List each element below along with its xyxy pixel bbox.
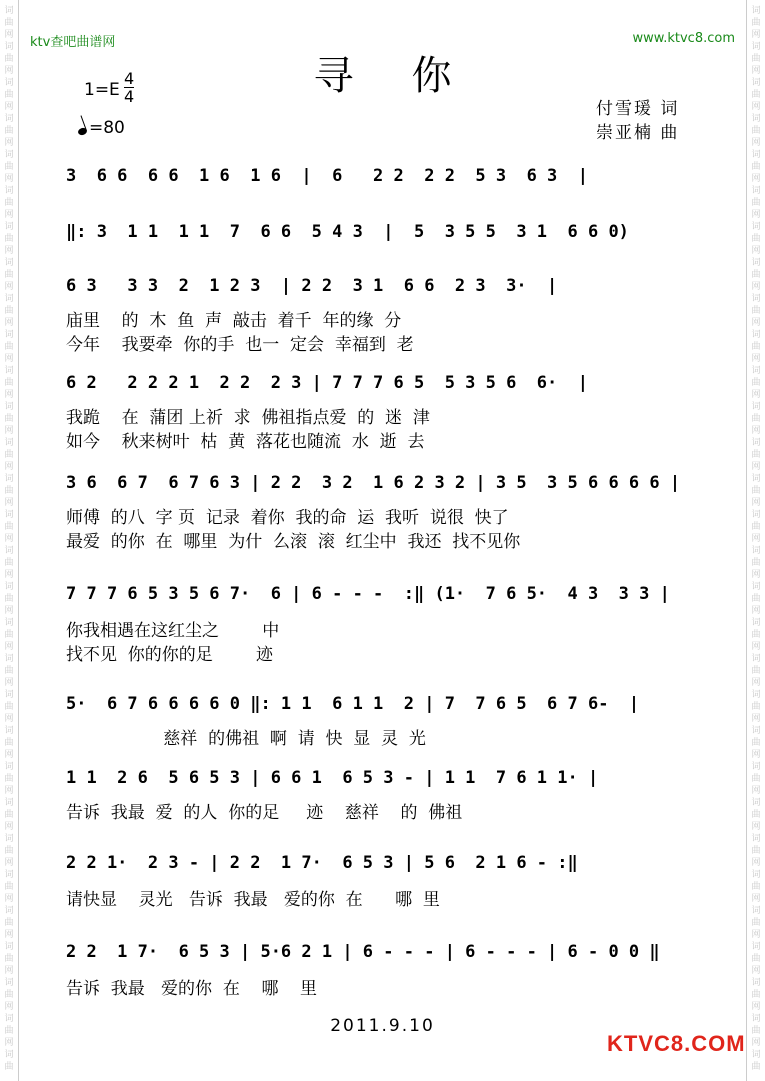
watermark-glyph: 曲 [751, 846, 761, 856]
watermark-glyph: 曲 [4, 594, 14, 604]
watermark-glyph: 网 [751, 282, 761, 292]
watermark-glyph: 词 [751, 1014, 761, 1024]
watermark-glyph: 网 [751, 894, 761, 904]
watermark-glyph: 词 [751, 906, 761, 916]
watermark-glyph: 词 [4, 870, 14, 880]
watermark-glyph: 词 [4, 222, 14, 232]
right-watermark-strip [746, 0, 765, 1081]
site-url: www.ktvc8.com [632, 31, 735, 46]
notation: 6 3 3 3 2 1 2 3 | 2 2 3 1 6 6 2 3 3· | [66, 276, 558, 296]
watermark-glyph: 词 [751, 546, 761, 556]
watermark-glyph: 词 [4, 114, 14, 124]
watermark-glyph: 词 [751, 690, 761, 700]
watermark-glyph: 网 [4, 30, 14, 40]
watermark-glyph: 网 [4, 462, 14, 472]
watermark-glyph: 词 [751, 834, 761, 844]
left-watermark-strip [0, 0, 19, 1081]
lyric-verse-2: 如今 秋来树叶 枯 黄 落花也随流 水 逝 去 [66, 432, 425, 452]
watermark-glyph: 网 [4, 390, 14, 400]
watermark-glyph: 网 [4, 966, 14, 976]
watermark-glyph: 网 [751, 30, 761, 40]
watermark-glyph: 网 [4, 66, 14, 76]
watermark-glyph: 网 [751, 246, 761, 256]
watermark-glyph: 词 [4, 762, 14, 772]
notation: 3 6 6 7 6 7 6 3 | 2 2 3 2 1 6 2 3 2 | 3 5 3 5 6 6 6 6 | [66, 473, 681, 493]
watermark-glyph: 曲 [4, 918, 14, 928]
watermark-glyph: 曲 [4, 162, 14, 172]
watermark-glyph: 网 [751, 210, 761, 220]
watermark-glyph: 曲 [4, 774, 14, 784]
lyric-verse-1: 告诉 我最 爱 的人 你的足 迹 慈祥 的 佛祖 [66, 803, 463, 823]
watermark-glyph: 网 [4, 930, 14, 940]
watermark-glyph: 网 [751, 318, 761, 328]
watermark-glyph: 词 [4, 618, 14, 628]
watermark-glyph: 词 [751, 330, 761, 340]
watermark-glyph: 曲 [4, 54, 14, 64]
watermark-glyph: 网 [751, 1002, 761, 1012]
watermark-glyph: 词 [751, 222, 761, 232]
watermark-glyph: 曲 [751, 594, 761, 604]
watermark-glyph: 词 [4, 42, 14, 52]
watermark-glyph: 曲 [4, 486, 14, 496]
notation: 2 2 1· 2 3 - | 2 2 1 7· 6 5 3 | 5 6 2 1 6 - :‖ [66, 853, 578, 873]
watermark-glyph: 词 [751, 510, 761, 520]
watermark-glyph: 网 [751, 174, 761, 184]
watermark-glyph: 词 [751, 870, 761, 880]
watermark-glyph: 曲 [4, 738, 14, 748]
watermark-glyph: 网 [4, 894, 14, 904]
watermark-glyph: 词 [4, 438, 14, 448]
watermark-glyph: 词 [4, 150, 14, 160]
notation: 1 1 2 6 5 6 5 3 | 6 6 1 6 5 3 - | 1 1 7 6 1 1· | [66, 768, 599, 788]
watermark-glyph: 网 [4, 318, 14, 328]
watermark-glyph: 网 [4, 642, 14, 652]
watermark-glyph: 曲 [751, 198, 761, 208]
watermark-glyph: 曲 [4, 342, 14, 352]
watermark-glyph: 词 [4, 654, 14, 664]
lyric-verse-1: 告诉 我最 爱的你 在 哪 里 [66, 979, 318, 999]
watermark-glyph: 网 [751, 822, 761, 832]
watermark-glyph: 网 [4, 678, 14, 688]
watermark-glyph: 词 [4, 978, 14, 988]
watermark-glyph: 词 [4, 906, 14, 916]
watermark-glyph: 网 [4, 354, 14, 364]
lyric-verse-1: 庙里 的 木 鱼 声 敲击 着千 年的缘 分 [66, 311, 402, 331]
watermark-glyph: 词 [4, 294, 14, 304]
watermark-glyph: 词 [751, 798, 761, 808]
watermark-glyph: 词 [751, 294, 761, 304]
watermark-glyph: 网 [4, 426, 14, 436]
song-title: 寻你 [313, 53, 510, 99]
watermark-glyph: 曲 [751, 378, 761, 388]
lyricist-credit: 付雪瑗 词 [596, 99, 680, 119]
watermark-glyph: 网 [4, 498, 14, 508]
watermark-glyph: 网 [4, 534, 14, 544]
time-signature: 4 4 [124, 69, 135, 106]
brand-logo: KTVC8.COM [607, 1031, 746, 1056]
watermark-glyph: 词 [4, 366, 14, 376]
watermark-glyph: 网 [4, 282, 14, 292]
composer-credit: 崇亚楠 曲 [596, 123, 680, 143]
watermark-glyph: 网 [751, 354, 761, 364]
watermark-glyph: 网 [4, 750, 14, 760]
score-date: 2011.9.10 [330, 1016, 435, 1036]
watermark-glyph: 网 [751, 714, 761, 724]
watermark-glyph: 曲 [4, 198, 14, 208]
watermark-glyph: 词 [4, 186, 14, 196]
watermark-glyph: 曲 [4, 378, 14, 388]
lyric-verse-1: 我跪 在 蒲团 上祈 求 佛祖指点爱 的 迷 津 [66, 408, 430, 428]
notation: ‖: 3 1 1 1 1 7 6 6 5 4 3 | 5 3 5 5 3 1 6 6 0) [66, 222, 629, 242]
watermark-glyph: 曲 [751, 810, 761, 820]
watermark-glyph: 词 [751, 942, 761, 952]
watermark-glyph: 曲 [4, 126, 14, 136]
lyric-verse-2: 最爱 的你 在 哪里 为什 么滚 滚 红尘中 我还 找不见你 [66, 532, 521, 552]
watermark-glyph: 词 [751, 582, 761, 592]
watermark-glyph: 词 [751, 762, 761, 772]
watermark-glyph: 词 [751, 978, 761, 988]
watermark-glyph: 网 [4, 174, 14, 184]
watermark-glyph: 词 [751, 474, 761, 484]
site-name: ktv查吧曲谱网 [30, 35, 116, 50]
watermark-glyph: 曲 [4, 954, 14, 964]
watermark-glyph: 曲 [751, 738, 761, 748]
watermark-glyph: 曲 [751, 414, 761, 424]
watermark-glyph: 词 [751, 366, 761, 376]
watermark-glyph: 网 [4, 570, 14, 580]
watermark-glyph: 曲 [751, 774, 761, 784]
watermark-glyph: 词 [751, 1050, 761, 1060]
watermark-glyph: 曲 [751, 1062, 761, 1072]
watermark-glyph: 词 [751, 654, 761, 664]
watermark-glyph: 词 [4, 690, 14, 700]
watermark-glyph: 网 [4, 138, 14, 148]
watermark-glyph: 网 [751, 1038, 761, 1048]
watermark-glyph: 曲 [751, 486, 761, 496]
watermark-glyph: 网 [751, 606, 761, 616]
watermark-glyph: 词 [4, 942, 14, 952]
watermark-glyph: 词 [4, 330, 14, 340]
watermark-glyph: 网 [4, 858, 14, 868]
tempo-marking: =80 [78, 118, 125, 138]
watermark-glyph: 曲 [751, 270, 761, 280]
watermark-glyph: 网 [751, 426, 761, 436]
watermark-glyph: 曲 [4, 18, 14, 28]
watermark-glyph: 曲 [4, 1062, 14, 1072]
lyric-verse-2: 找不见 你的你的足 迹 [66, 645, 274, 665]
watermark-glyph: 网 [4, 1038, 14, 1048]
watermark-glyph: 词 [4, 474, 14, 484]
watermark-glyph: 网 [751, 102, 761, 112]
watermark-glyph: 曲 [751, 882, 761, 892]
watermark-glyph: 曲 [751, 162, 761, 172]
watermark-glyph: 网 [751, 498, 761, 508]
watermark-glyph: 曲 [751, 234, 761, 244]
watermark-glyph: 曲 [4, 522, 14, 532]
watermark-glyph: 词 [4, 1014, 14, 1024]
lyric-verse-1: 慈祥 的佛祖 啊 请 快 显 灵 光 [66, 729, 426, 749]
watermark-glyph: 曲 [4, 702, 14, 712]
watermark-glyph: 曲 [4, 414, 14, 424]
watermark-glyph: 网 [4, 714, 14, 724]
watermark-glyph: 曲 [4, 666, 14, 676]
watermark-glyph: 曲 [751, 630, 761, 640]
watermark-glyph: 词 [751, 258, 761, 268]
watermark-glyph: 曲 [751, 306, 761, 316]
notation: 7 7 7 6 5 3 5 6 7· 6 | 6 - - - :‖ (1· 7 6 5· 4 3 3 3 | [66, 584, 670, 604]
watermark-glyph: 词 [751, 150, 761, 160]
notation: 3 6 6 6 6 1 6 1 6 | 6 2 2 2 2 5 3 6 3 | [66, 166, 588, 186]
watermark-glyph: 词 [4, 1050, 14, 1060]
key-signature: 1=E [84, 80, 120, 100]
watermark-glyph: 曲 [4, 558, 14, 568]
notation: 5· 6 7 6 6 6 6 0 ‖: 1 1 6 1 1 2 | 7 7 6 5 6 7 6- | [66, 694, 640, 714]
watermark-glyph: 曲 [4, 630, 14, 640]
watermark-glyph: 曲 [751, 1026, 761, 1036]
watermark-glyph: 曲 [751, 918, 761, 928]
watermark-glyph: 词 [4, 726, 14, 736]
watermark-glyph: 词 [4, 798, 14, 808]
watermark-glyph: 曲 [4, 1026, 14, 1036]
watermark-glyph: 曲 [751, 18, 761, 28]
watermark-glyph: 词 [751, 114, 761, 124]
quarter-note-icon [77, 127, 88, 137]
watermark-glyph: 词 [4, 546, 14, 556]
watermark-glyph: 词 [751, 726, 761, 736]
watermark-glyph: 曲 [4, 810, 14, 820]
watermark-glyph: 网 [751, 786, 761, 796]
watermark-glyph: 曲 [4, 234, 14, 244]
watermark-glyph: 词 [751, 402, 761, 412]
watermark-glyph: 曲 [4, 450, 14, 460]
watermark-glyph: 网 [751, 930, 761, 940]
watermark-glyph: 网 [4, 606, 14, 616]
watermark-glyph: 曲 [751, 522, 761, 532]
watermark-glyph: 曲 [751, 126, 761, 136]
lyric-verse-2: 今年 我要牵 你的手 也一 定会 幸福到 老 [66, 335, 414, 355]
watermark-glyph: 词 [751, 438, 761, 448]
watermark-glyph: 词 [751, 6, 761, 16]
watermark-glyph: 曲 [751, 558, 761, 568]
watermark-glyph: 网 [4, 246, 14, 256]
watermark-glyph: 网 [751, 570, 761, 580]
watermark-glyph: 曲 [4, 306, 14, 316]
lyric-verse-1: 请快显 灵光 告诉 我最 爱的你 在 哪 里 [66, 890, 440, 910]
watermark-glyph: 网 [751, 66, 761, 76]
watermark-glyph: 网 [751, 678, 761, 688]
watermark-glyph: 曲 [751, 342, 761, 352]
watermark-glyph: 词 [751, 618, 761, 628]
watermark-glyph: 曲 [4, 882, 14, 892]
watermark-glyph: 网 [751, 534, 761, 544]
watermark-glyph: 网 [4, 1002, 14, 1012]
watermark-glyph: 网 [751, 966, 761, 976]
watermark-glyph: 词 [4, 258, 14, 268]
watermark-glyph: 词 [4, 402, 14, 412]
watermark-glyph: 曲 [751, 954, 761, 964]
watermark-glyph: 词 [4, 78, 14, 88]
notation: 6 2 2 2 2 1 2 2 2 3 | 7 7 7 6 5 5 3 5 6 6· | [66, 373, 588, 393]
watermark-glyph: 曲 [751, 54, 761, 64]
watermark-glyph: 网 [751, 138, 761, 148]
watermark-glyph: 网 [751, 858, 761, 868]
watermark-glyph: 词 [751, 42, 761, 52]
watermark-glyph: 曲 [4, 846, 14, 856]
watermark-glyph: 词 [4, 582, 14, 592]
watermark-glyph: 网 [4, 786, 14, 796]
watermark-glyph: 网 [751, 642, 761, 652]
watermark-glyph: 曲 [4, 90, 14, 100]
watermark-glyph: 曲 [751, 990, 761, 1000]
watermark-glyph: 曲 [751, 450, 761, 460]
watermark-glyph: 网 [751, 462, 761, 472]
watermark-glyph: 曲 [751, 666, 761, 676]
watermark-glyph: 曲 [751, 702, 761, 712]
watermark-glyph: 网 [4, 102, 14, 112]
watermark-glyph: 词 [4, 510, 14, 520]
notation: 2 2 1 7· 6 5 3 | 5·6 2 1 | 6 - - - | 6 - - - | 6 - 0 0 ‖ [66, 942, 660, 962]
watermark-glyph: 网 [751, 750, 761, 760]
watermark-glyph: 网 [751, 390, 761, 400]
lyric-verse-1: 你我相遇在这红尘之 中 [66, 621, 280, 641]
lyric-verse-1: 师傅 的八 字 页 记录 着你 我的命 运 我听 说很 快了 [66, 508, 509, 528]
watermark-glyph: 词 [751, 78, 761, 88]
watermark-glyph: 曲 [751, 90, 761, 100]
watermark-glyph: 曲 [4, 270, 14, 280]
watermark-glyph: 词 [4, 6, 14, 16]
watermark-glyph: 词 [751, 186, 761, 196]
watermark-glyph: 曲 [4, 990, 14, 1000]
watermark-glyph: 网 [4, 210, 14, 220]
watermark-glyph: 网 [4, 822, 14, 832]
watermark-glyph: 词 [4, 834, 14, 844]
